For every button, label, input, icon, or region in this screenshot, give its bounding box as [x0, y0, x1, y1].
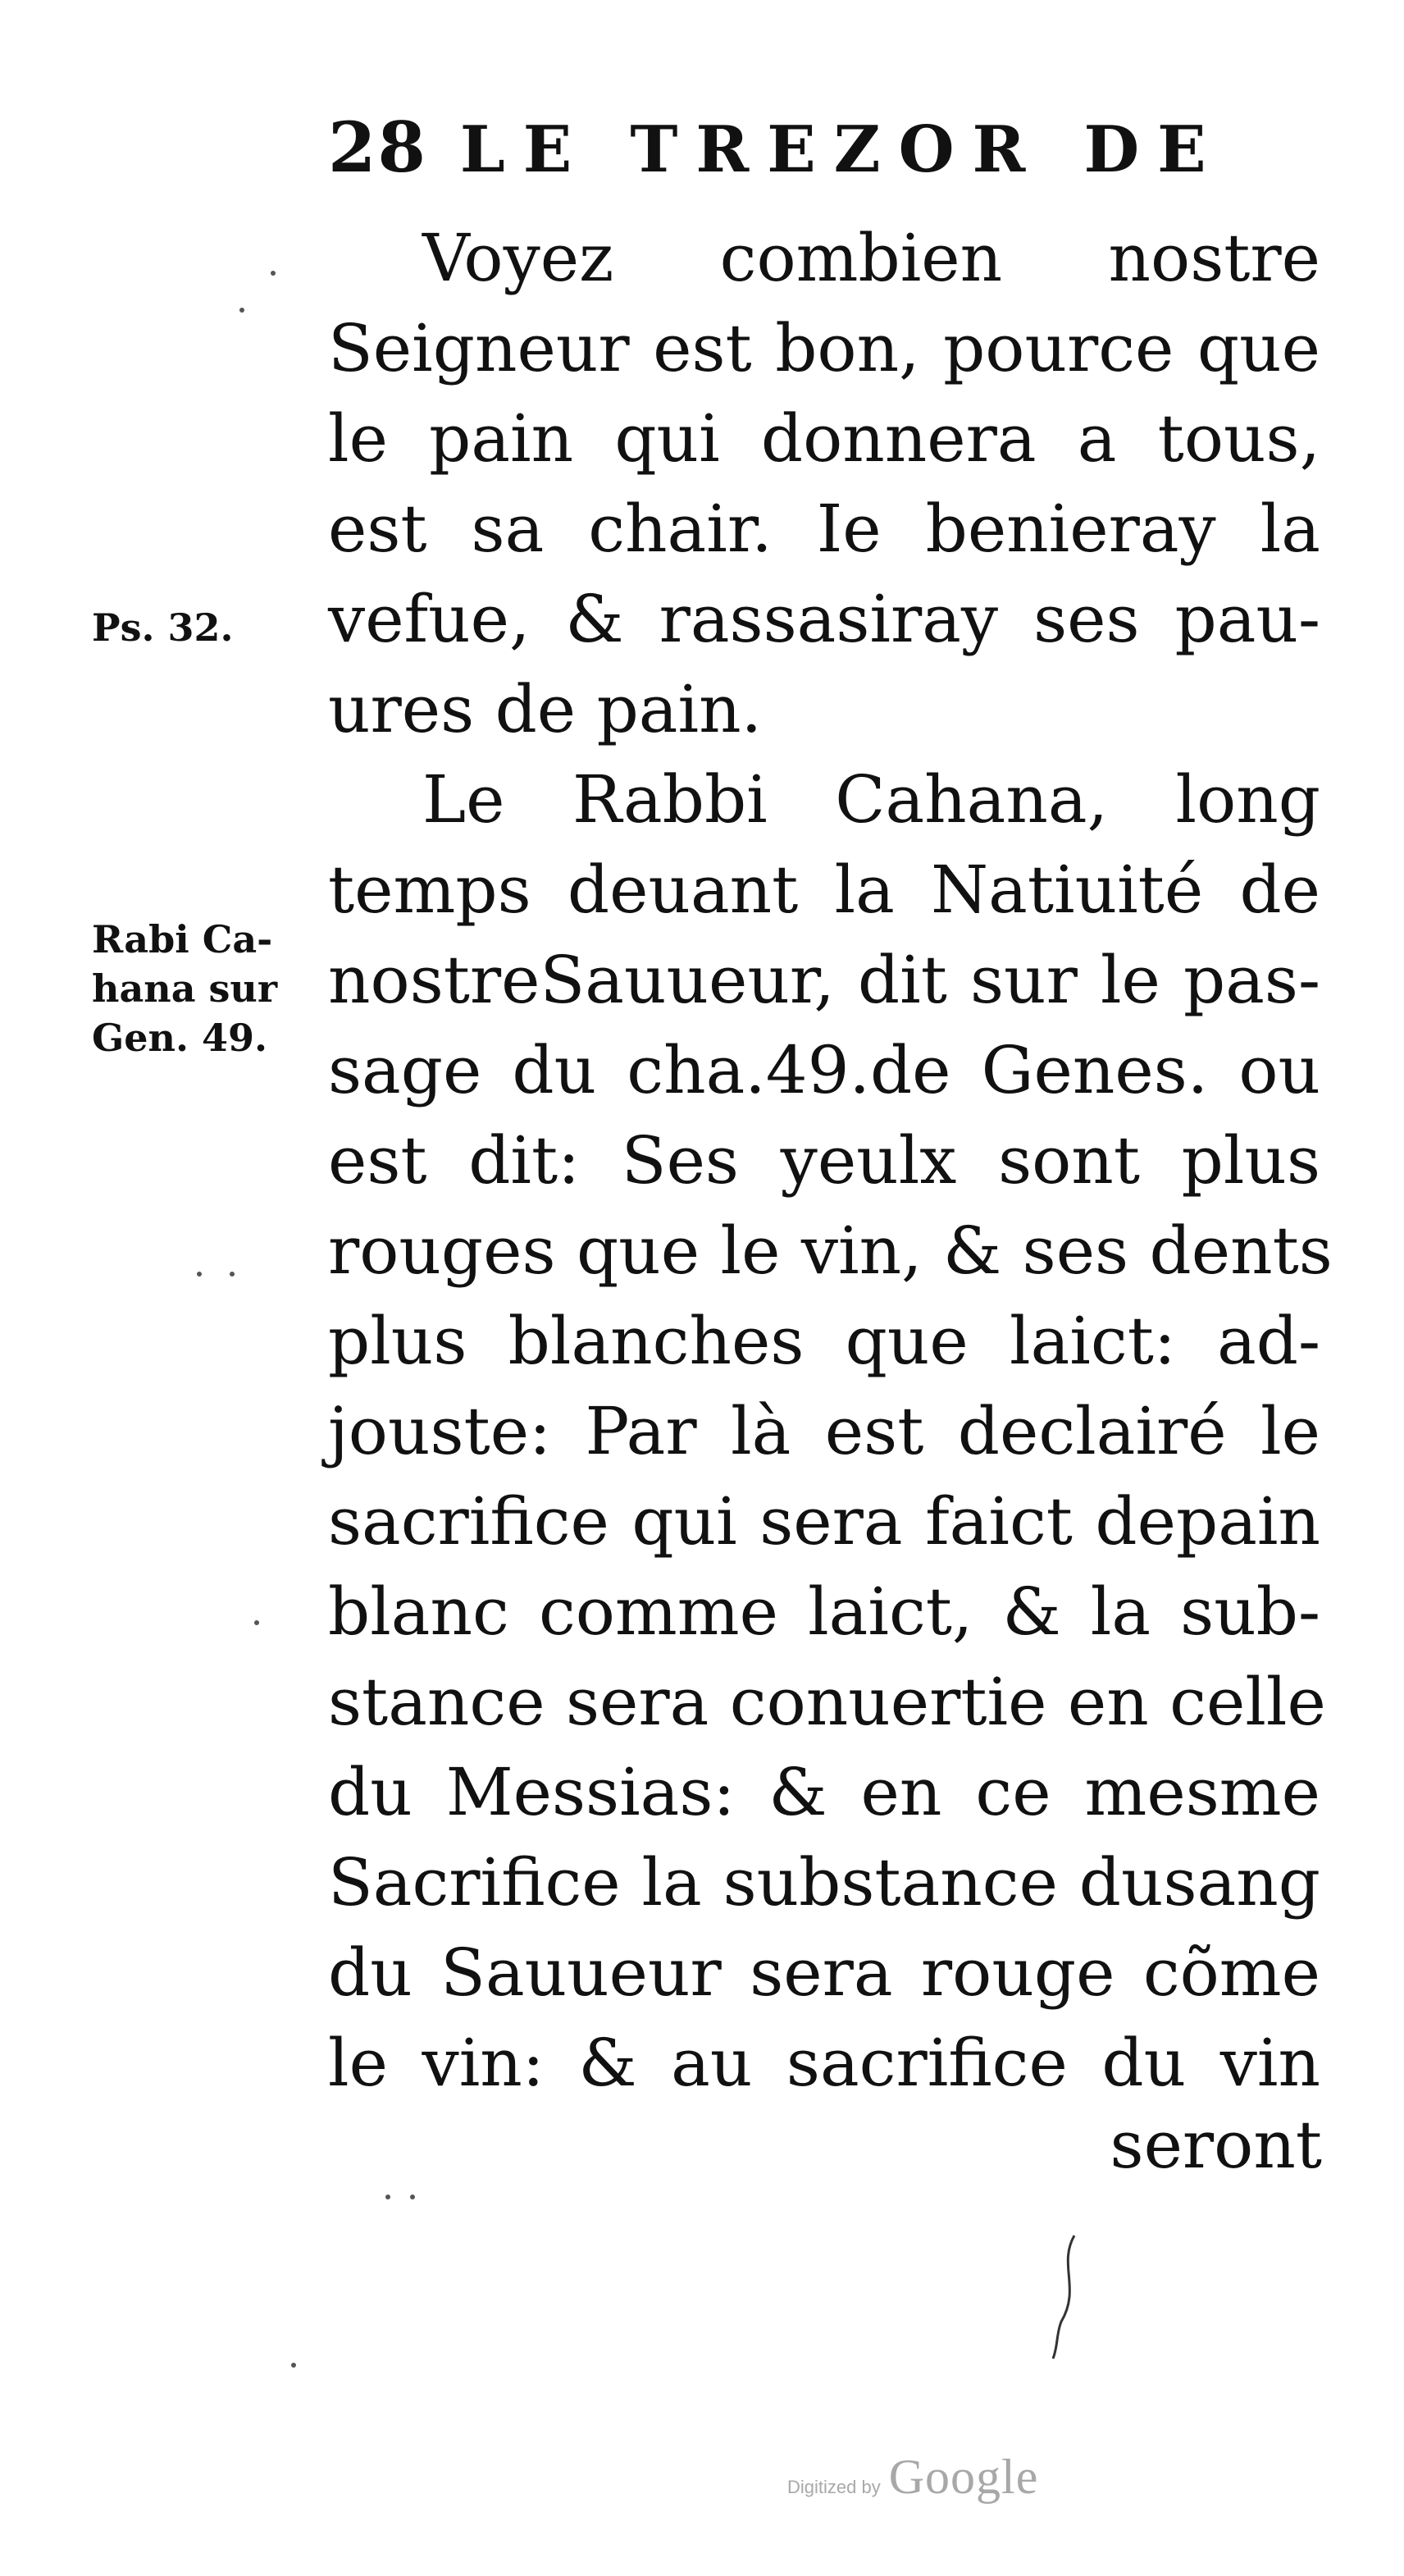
- body-line: est sa chair. Ie benieray la: [328, 491, 1320, 567]
- digitization-watermark: [787, 2449, 1038, 2505]
- body-line: stance sera conuertie en celle: [328, 1664, 1326, 1740]
- body-line: Voyez combien nostre: [422, 220, 1320, 296]
- ink-speck: [271, 271, 276, 276]
- page-header: [328, 107, 1230, 197]
- body-line: ures de pain.: [328, 671, 763, 747]
- watermark-prefix: Digitized by: [787, 2477, 881, 2497]
- running-head: LE TREZOR DE: [459, 112, 1224, 187]
- body-line: sacrifice qui sera faict depain: [328, 1483, 1320, 1560]
- stray-hair-mark: [1050, 2231, 1083, 2363]
- body-line: temps deuant la Natiuité de: [328, 852, 1320, 928]
- ink-speck: [230, 1272, 235, 1277]
- body-line: du Messias: & en ce mesme: [328, 1754, 1320, 1830]
- body-line: blanc comme laict, & la sub-: [328, 1573, 1320, 1650]
- body-line: jouste: Par là est declairé le: [328, 1393, 1320, 1469]
- body-line: Sacrifice la substance dusang: [328, 1844, 1320, 1921]
- body-line: sage du cha.49.de Genes. ou: [328, 1032, 1320, 1108]
- page-number: 28: [328, 107, 427, 188]
- body-line: nostreSauueur, dit sur le pas-: [328, 942, 1320, 1018]
- body-line: du Sauueur sera rouge cõme: [328, 1934, 1320, 2011]
- watermark-logo: Google: [888, 2450, 1039, 2504]
- ink-speck: [239, 308, 244, 313]
- margin-note-rabbi: Gen. 49.: [92, 1016, 268, 1060]
- ink-speck: [410, 2195, 415, 2199]
- ink-speck: [254, 1620, 259, 1625]
- ink-speck: [291, 2363, 296, 2368]
- body-line: rouges que le vin, & ses dents: [328, 1213, 1333, 1289]
- catchword: seront: [1110, 2107, 1322, 2183]
- margin-note-psalm: Ps. 32.: [92, 605, 234, 650]
- margin-note-rabbi: Rabi Ca-: [92, 917, 273, 961]
- ink-speck: [197, 1272, 202, 1277]
- body-line: Le Rabbi Cahana, long: [422, 761, 1320, 838]
- body-line: Seigneur est bon, pource que: [328, 310, 1320, 386]
- ink-speck: [385, 2195, 390, 2199]
- body-line: le pain qui donnera a tous,: [328, 400, 1320, 477]
- body-line: vefue, & rassasiray ses pau-: [328, 581, 1320, 657]
- margin-note-rabbi: hana sur: [92, 966, 278, 1011]
- body-line: le vin: & au sacrifice du vin: [328, 2025, 1320, 2101]
- body-line: est dit: Ses yeulx sont plus: [328, 1122, 1320, 1199]
- body-line: plus blanches que laict: ad-: [328, 1303, 1320, 1379]
